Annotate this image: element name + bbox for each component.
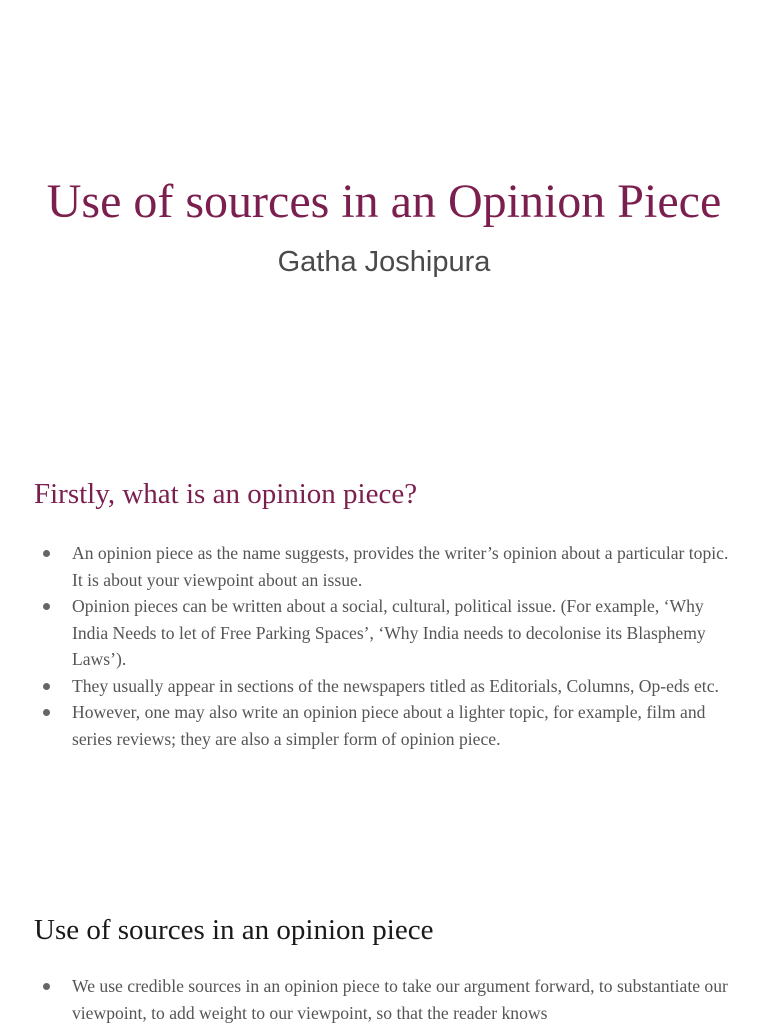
bullet-icon [43,603,50,610]
section-heading-use-of-sources: Use of sources in an opinion piece [34,914,434,946]
bullet-text: An opinion piece as the name suggests, provides the writer’s opinion about a particular topic. It is about your viewpoint about an issue. [72,543,729,590]
section-heading-what-is-opinion-piece: Firstly, what is an opinion piece? [34,478,418,510]
bullet-text: We use credible sources in an opinion piece to take our argument forward, to substantiate our viewpoint, to add weight to our viewpoint, so that the reader knows [72,976,728,1023]
opinion-piece-bullet-list [34,540,740,752]
bullet-text: They usually appear in sections of the newspapers titled as Editorials, Columns, Op-eds etc. [72,675,719,696]
list-item [34,673,740,700]
list-item [34,593,740,673]
list-item [34,699,740,752]
list-item [34,540,740,593]
bullet-icon [43,683,50,690]
author-name: Gatha Joshipura [277,246,491,278]
list-item [34,973,740,1026]
slide-title: Use of sources in an Opinion Piece [46,175,722,228]
bullet-icon [43,709,50,716]
sources-bullet-list [34,973,740,1026]
bullet-icon [43,550,50,557]
bullet-text: Opinion pieces can be written about a social, cultural, political issue. (For example, ‘Why India Needs to let of Free Parking Spaces’, ‘Why India needs to decolonise its Blasphemy Laws’). [72,596,706,669]
bullet-icon [43,983,50,990]
bullet-text: However, one may also write an opinion piece about a lighter topic, for example, film and series reviews; they are also a simpler form of opinion piece. [72,702,706,749]
